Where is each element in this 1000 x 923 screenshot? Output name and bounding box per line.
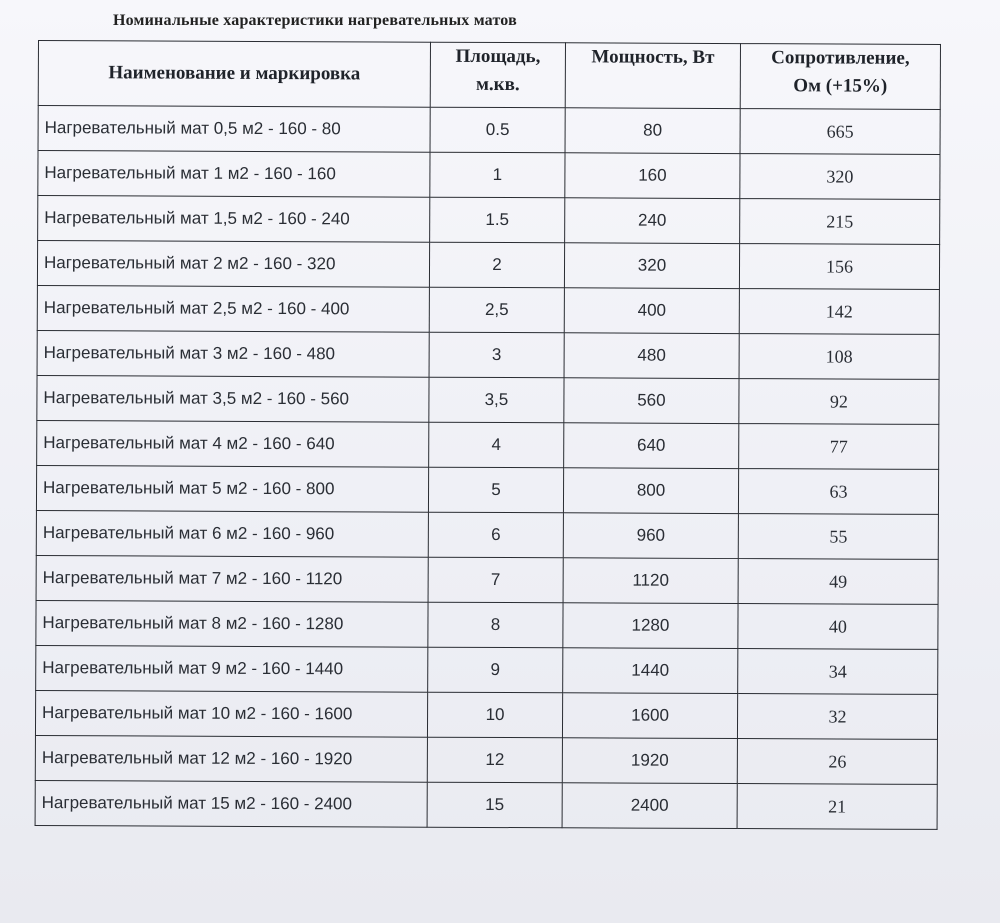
cell-area: 15 [427, 782, 562, 828]
cell-power: 1600 [562, 693, 737, 739]
cell-area: 3,5 [429, 377, 564, 423]
header-resistance [740, 44, 940, 110]
cell-resistance: 320 [740, 154, 940, 200]
table-row [37, 375, 939, 424]
cell-power: 240 [565, 198, 740, 244]
cell-power: 800 [563, 468, 738, 514]
cell-power: 2400 [562, 783, 737, 829]
cell-power: 160 [565, 153, 740, 199]
table-row [35, 780, 937, 829]
cell-name: Нагревательный мат 0,5 м2 - 160 - 80 [38, 106, 430, 153]
cell-resistance: 92 [739, 379, 939, 425]
cell-area: 10 [427, 692, 562, 738]
table-row [36, 600, 938, 649]
cell-name: Нагревательный мат 5 м2 - 160 - 800 [36, 465, 428, 512]
cell-area: 12 [427, 737, 562, 783]
cell-resistance: 215 [740, 199, 940, 245]
cell-name: Нагревательный мат 4 м2 - 160 - 640 [37, 420, 429, 467]
table-row [38, 106, 940, 155]
cell-power: 80 [565, 108, 740, 154]
cell-name: Нагревательный мат 8 м2 - 160 - 1280 [36, 600, 428, 647]
cell-resistance: 40 [738, 604, 938, 650]
header-power: Мощность, Вт [565, 43, 740, 109]
cell-name: Нагревательный мат 7 м2 - 160 - 1120 [36, 555, 428, 602]
table-row [35, 735, 937, 784]
table-row [35, 690, 937, 739]
table-row [36, 555, 938, 604]
cell-name: Нагревательный мат 2,5 м2 - 160 - 400 [37, 285, 429, 332]
document-title: Номинальные характеристики нагревательных матов [113, 12, 517, 29]
cell-power: 1440 [563, 648, 738, 694]
table-row [36, 645, 938, 694]
cell-name: Нагревательный мат 3,5 м2 - 160 - 560 [37, 375, 429, 422]
header-resistance-line1: Сопротивление, [771, 47, 910, 69]
cell-resistance: 63 [738, 469, 938, 515]
cell-area: 5 [428, 467, 563, 513]
cell-name: Нагревательный мат 9 м2 - 160 - 1440 [36, 645, 428, 692]
cell-power: 960 [563, 513, 738, 559]
cell-resistance: 77 [739, 424, 939, 470]
table-header-row [38, 41, 940, 110]
cell-area: 9 [428, 647, 563, 693]
table-row [38, 151, 940, 200]
cell-area: 3 [429, 332, 564, 378]
cell-power: 560 [564, 378, 739, 424]
cell-power: 1920 [562, 738, 737, 784]
table-row [37, 285, 939, 334]
cell-resistance: 108 [739, 334, 939, 380]
header-area-line1: Площадь, [455, 45, 541, 68]
cell-area: 2 [429, 242, 564, 288]
cell-name: Нагревательный мат 10 м2 - 160 - 1600 [35, 690, 427, 737]
header-resistance-line2: Ом (+15%) [793, 75, 888, 97]
table-row [38, 196, 940, 245]
cell-resistance: 55 [738, 514, 938, 560]
cell-area: 8 [428, 602, 563, 648]
cell-name: Нагревательный мат 15 м2 - 160 - 2400 [35, 780, 427, 827]
cell-area: 0.5 [430, 107, 565, 153]
header-name: Наименование и маркировка [38, 41, 430, 108]
cell-resistance: 26 [737, 739, 937, 785]
cell-power: 1120 [563, 558, 738, 604]
cell-resistance: 142 [739, 289, 939, 335]
cell-name: Нагревательный мат 6 м2 - 160 - 960 [36, 510, 428, 557]
cell-resistance: 156 [739, 244, 939, 290]
cell-area: 1.5 [430, 197, 565, 243]
cell-resistance: 49 [738, 559, 938, 605]
cell-resistance: 34 [738, 649, 938, 695]
cell-power: 640 [564, 423, 739, 469]
specs-table-container [35, 40, 940, 830]
table-row [36, 465, 938, 514]
cell-resistance: 665 [740, 109, 940, 155]
cell-name: Нагревательный мат 2 м2 - 160 - 320 [37, 241, 429, 288]
cell-area: 7 [428, 557, 563, 603]
cell-area: 4 [429, 422, 564, 468]
cell-resistance: 21 [737, 784, 937, 830]
cell-name: Нагревательный мат 12 м2 - 160 - 1920 [35, 735, 427, 782]
table-row [37, 420, 939, 469]
cell-resistance: 32 [737, 694, 937, 740]
table-body [35, 106, 940, 830]
cell-power: 480 [564, 333, 739, 379]
cell-power: 400 [564, 288, 739, 334]
table-row [36, 510, 938, 559]
table-row [37, 330, 939, 379]
cell-name: Нагревательный мат 3 м2 - 160 - 480 [37, 330, 429, 377]
cell-name: Нагревательный мат 1,5 м2 - 160 - 240 [38, 196, 430, 243]
cell-power: 320 [564, 243, 739, 289]
cell-area: 6 [428, 512, 563, 558]
cell-name: Нагревательный мат 1 м2 - 160 - 160 [38, 151, 430, 198]
cell-power: 1280 [563, 603, 738, 649]
header-area-line2: м.кв. [475, 73, 520, 96]
cell-area: 2,5 [429, 287, 564, 333]
specs-table [35, 40, 941, 830]
table-row [37, 241, 939, 290]
header-area [430, 42, 565, 108]
cell-area: 1 [430, 152, 565, 198]
